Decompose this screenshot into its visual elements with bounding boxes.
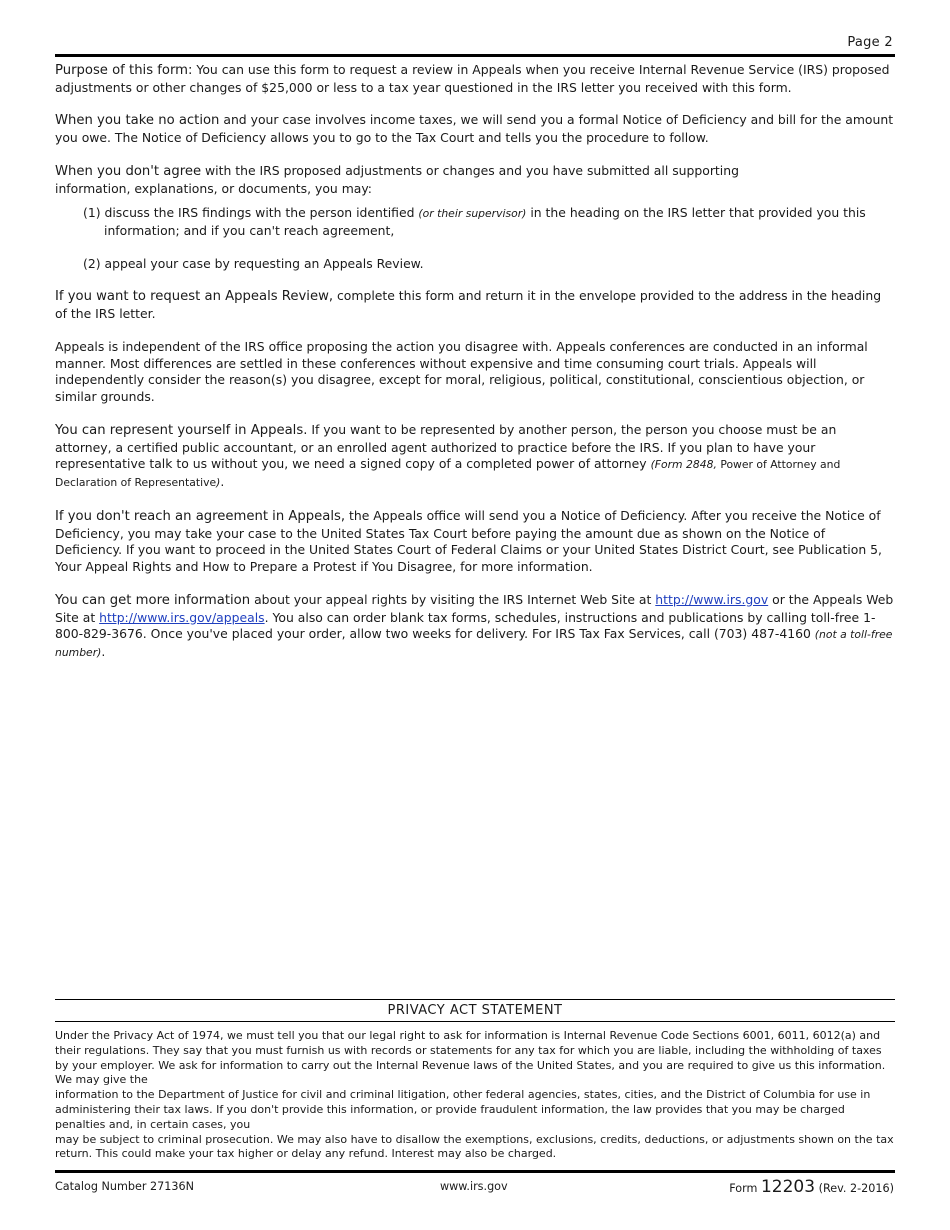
appeals-website-link[interactable]: http://www.irs.gov/appeals bbox=[99, 609, 265, 625]
form-identifier: Form 12203 (Rev. 2-2016) bbox=[729, 1177, 894, 1197]
page-footer bbox=[55, 1177, 895, 1197]
no-action-lead: When you take no action bbox=[55, 113, 220, 129]
dont-agree-paragraph: When you don't agree with the IRS proposed adjustments or changes and you have submitted all supporting information, explanations, or documents, you may: bbox=[55, 162, 739, 196]
bottom-rule bbox=[55, 1170, 895, 1173]
footer-website: www.irs.gov bbox=[440, 1180, 508, 1193]
no-action-paragraph: When you take no action and your case involves income taxes, we will send you a formal Notice of Deficiency and bill for the amount you owe. The Notice of Deficiency allows you to go to the Tax Court and tells you the procedure to follow. bbox=[55, 112, 894, 146]
top-rule bbox=[55, 54, 895, 57]
privacy-act-title: PRIVACY ACT STATEMENT bbox=[387, 1003, 563, 1018]
form-number: 12203 bbox=[760, 1177, 816, 1197]
more-info-paragraph: You can get more information about your appeal rights by visiting the IRS Internet Web Site at http://www.irs.gov or the Appeals Web Site at http://www.irs.gov/appeals. You also can order blank tax forms, schedules, instructions and publications by calling toll-free 1-800-829-3676. Once you've placed your order, allow two weeks for delivery. For IRS Tax Fax Services, call (703) 487-4160 (not a toll-free number). bbox=[55, 591, 894, 660]
instructions-body bbox=[55, 62, 895, 678]
list-item: (2) appeal your case by requesting an Appeals Review. bbox=[83, 255, 424, 271]
list-item: (1) discuss the IRS findings with the person identified (or their supervisor) in the heading on the IRS letter that provided you this information; and if you can't reach agreement, bbox=[83, 205, 866, 239]
request-review-paragraph: If you want to request an Appeals Review, complete this form and return it in the envelope provided to the address in the heading of the IRS letter. bbox=[55, 288, 882, 322]
privacy-line: Under the Privacy Act of 1974, we must tell you that our legal right to ask for information is Internal Revenue Code Sections 6001, 6011, 6012(a) and their regulations. They say that you must furnish us with records or statements for any tax for which you are liable, including the withholding of taxes by your employer. We ask for information to carry out the Internal Revenue laws of the United States, and you are required to give us this information. We may give the bbox=[55, 1029, 886, 1087]
privacy-line: may be subject to criminal prosecution. We may also have to disallow the exemptions, exclusions, credits, deductions, or adjustments shown on the tax return. This could make your tax higher or delay any refund. Interest may also be charged. bbox=[55, 1132, 894, 1161]
no-agreement-paragraph: If you don't reach an agreement in Appeals, the Appeals office will send you a Notice of Deficiency. After you receive the Notice of Deficiency, you may take your case to the United States Tax Court before paying the amount due as shown on the Notice of Deficiency. If you want to proceed in the United States Court of Federal Claims or your United States District Court, see Publication 5, Your Appeal Rights and How to Prepare a Protest if You Disagree, for more information. bbox=[55, 507, 882, 575]
catalog-number: Catalog Number 27136N bbox=[55, 1180, 194, 1193]
privacy-act-statement bbox=[55, 1029, 895, 1162]
dont-agree-lead: When you don't agree bbox=[55, 163, 202, 179]
privacy-line: information to the Department of Justice for civil and criminal litigation, other federal agencies, states, cities, and the District of Columbia for use in administering their tax laws. If you don't provide this information, or provide fraudulent information, the law provides that you may be charged penalties and, in certain cases, you bbox=[55, 1088, 871, 1131]
page-number: Page 2 bbox=[847, 35, 893, 50]
purpose-lead: Purpose of this form: bbox=[55, 63, 193, 78]
irs-website-link[interactable]: http://www.irs.gov bbox=[655, 591, 769, 607]
request-review-lead: If you want to request an Appeals Review, bbox=[55, 289, 334, 305]
document-page bbox=[55, 0, 895, 1230]
purpose-paragraph: Purpose of this form: You can use this form to request a review in Appeals when you receive Internal Revenue Service (IRS) proposed adjustments or other changes of $25,000 or less to a tax year questioned in the IRS letter you received with this form. bbox=[55, 62, 890, 95]
privacy-bottom-rule bbox=[55, 1021, 895, 1022]
no-agreement-lead: If you don't reach an agreement in Appeals, bbox=[55, 508, 346, 524]
represent-lead: You can represent yourself in Appeals. bbox=[55, 422, 308, 438]
represent-paragraph: You can represent yourself in Appeals. If you want to be represented by another person, the person you choose must be an attorney, a certified public accountant, or an enrolled agent authorized to practice before the IRS. If you plan to have your representative talk to us without you, we need a signed copy of a completed power of attorney (Form 2848, Power of Attorney and Declaration of Representative). bbox=[55, 421, 841, 490]
independent-paragraph: Appeals is independent of the IRS office proposing the action you disagree with. Appeals conferences are conducted in an informal manner. Most differences are settled in these conferences without expensive and time consuming court trials. Appeals will independently consider the reason(s) you disagree, except for moral, religious, political, constitutional, conscientious objection, or similar grounds. bbox=[55, 338, 868, 405]
privacy-top-rule bbox=[55, 999, 895, 1000]
more-info-lead: You can get more information bbox=[55, 592, 251, 608]
